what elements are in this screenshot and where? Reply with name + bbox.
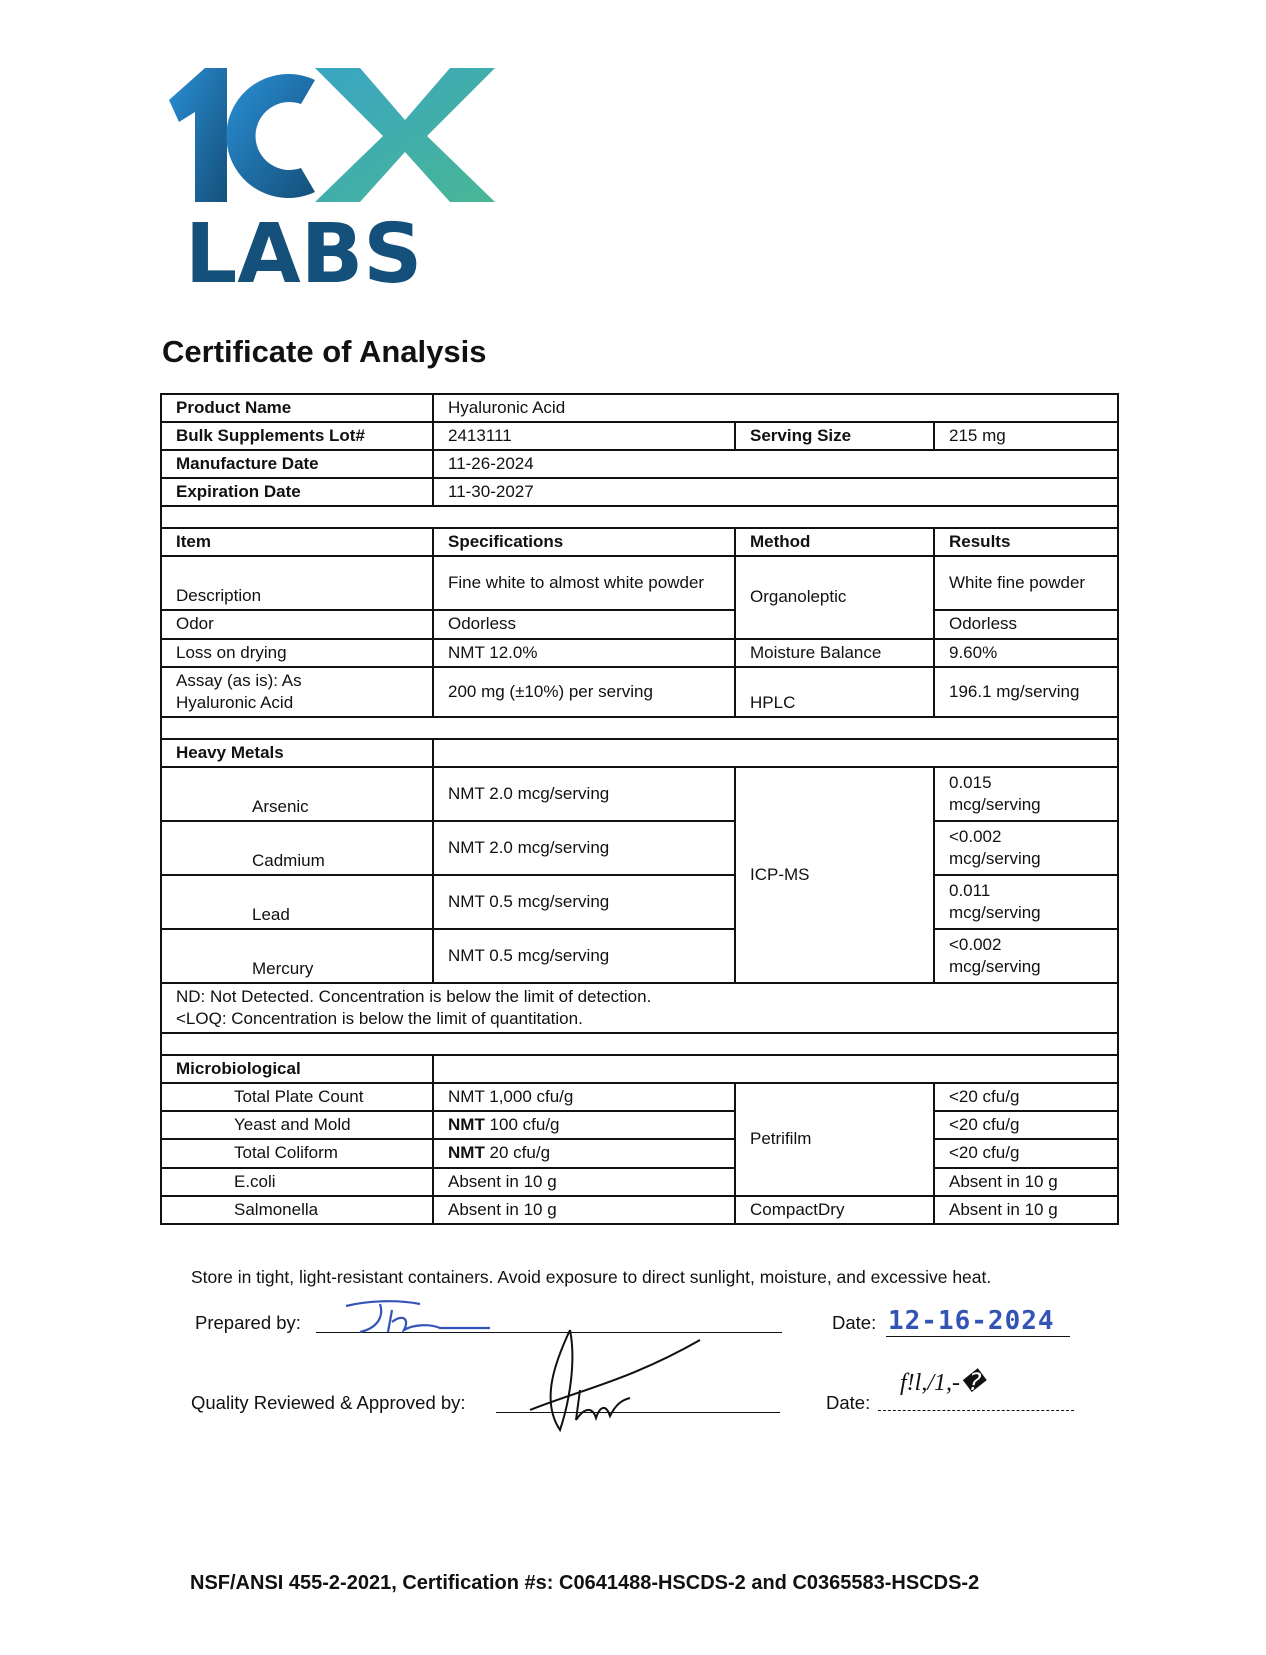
organoleptic-method: Organoleptic <box>735 556 934 638</box>
lot-value: 2413111 <box>433 422 735 450</box>
lod-item: Loss on drying <box>161 639 433 667</box>
description-spec: Fine white to almost white powder <box>433 556 735 610</box>
heavy-metals-header-empty <box>433 739 1118 767</box>
manufacture-date-value: 11-26-2024 <box>433 450 1118 478</box>
salmonella-spec-text: Absent in 10 g <box>448 1199 557 1219</box>
manufacture-date-label: Manufacture Date <box>161 450 433 478</box>
expiration-date-label: Expiration Date <box>161 478 433 506</box>
header-method: Method <box>735 528 934 556</box>
prepared-date-line <box>886 1336 1070 1337</box>
cadmium-spec: NMT 2.0 mcg/serving <box>433 821 735 875</box>
coa-table <box>160 393 1119 1225</box>
lead-spec: NMT 0.5 mcg/serving <box>433 875 735 929</box>
assay-spec: 200 mg (±10%) per serving <box>433 667 735 717</box>
lot-label: Bulk Supplements Lot# <box>161 422 433 450</box>
loq-note: <LOQ: Concentration is below the limit of quantitation. <box>176 1009 583 1029</box>
serving-size-label: Serving Size <box>735 422 934 450</box>
serving-size-value: 215 mg <box>934 422 1118 450</box>
logo-labs-text: LABS <box>185 207 423 300</box>
cadmium-result <box>934 821 1118 875</box>
salmonella-spec <box>433 1196 735 1224</box>
page-title: Certificate of Analysis <box>162 334 487 369</box>
assay-result: 196.1 mg/serving <box>934 667 1118 717</box>
description-item: Description <box>161 556 433 610</box>
petrifilm-method: Petrifilm <box>735 1083 934 1195</box>
expiration-date-value: 11-30-2027 <box>433 478 1118 506</box>
header-results: Results <box>934 528 1118 556</box>
product-name-label: Product Name <box>161 394 433 422</box>
cadmium-result-value: <0.002 <box>949 826 1002 846</box>
assay-item <box>161 667 433 717</box>
tpc-spec <box>433 1083 735 1111</box>
product-name-value: Hyaluronic Acid <box>433 394 1118 422</box>
coliform-spec <box>433 1139 735 1167</box>
tpc-spec-text: NMT 1,000 cfu/g <box>448 1087 574 1107</box>
approved-signature <box>500 1320 710 1440</box>
ecoli-item: E.coli <box>161 1168 433 1196</box>
mercury-result-value: <0.002 <box>949 934 1002 954</box>
compactdry-method: CompactDry <box>735 1196 934 1224</box>
spacer-row <box>161 1033 1118 1055</box>
spacer-row <box>161 506 1118 528</box>
odor-item: Odor <box>161 610 433 638</box>
nd-note: ND: Not Detected. Concentration is below the limit of detection. <box>176 986 652 1006</box>
lead-result-unit: mcg/serving <box>949 902 1041 922</box>
tpc-result: <20 cfu/g <box>934 1083 1118 1111</box>
odor-spec: Odorless <box>433 610 735 638</box>
lod-spec: NMT 12.0% <box>433 639 735 667</box>
assay-item-line2: Hyaluronic Acid <box>176 692 294 712</box>
certification-footer: NSF/ANSI 455-2-2021, Certification #s: C0641488-HSCDS-2 and C0365583-HSCDS-2 <box>190 1572 980 1594</box>
detection-note <box>161 983 1118 1033</box>
cadmium-result-unit: mcg/serving <box>949 848 1041 868</box>
header-item: Item <box>161 528 433 556</box>
heavy-metals-header: Heavy Metals <box>161 739 433 767</box>
mercury-result <box>934 929 1118 983</box>
lead-result <box>934 875 1118 929</box>
assay-method: HPLC <box>735 667 934 717</box>
lead-item: Lead <box>161 875 433 929</box>
coliform-spec-text: 20 cfu/g <box>484 1143 551 1163</box>
yeast-mold-item: Yeast and Mold <box>161 1111 433 1139</box>
approved-date-line <box>878 1410 1074 1411</box>
approved-date-value: f!l,/1,-� <box>900 1370 985 1396</box>
prepared-signature <box>340 1296 500 1340</box>
assay-item-line1: Assay (as is): As <box>176 670 302 690</box>
yeast-mold-spec-text: 100 cfu/g <box>484 1115 560 1135</box>
arsenic-result-value: 0.015 <box>949 772 992 792</box>
yeast-mold-spec-bold: NMT <box>448 1115 485 1135</box>
lead-result-value: 0.011 <box>949 880 991 900</box>
yeast-mold-result: <20 cfu/g <box>934 1111 1118 1139</box>
prepared-by-label: Prepared by: <box>195 1312 301 1333</box>
arsenic-item: Arsenic <box>161 767 433 821</box>
ecoli-spec <box>433 1168 735 1196</box>
lod-result: 9.60% <box>934 639 1118 667</box>
tpc-item: Total Plate Count <box>161 1083 433 1111</box>
salmonella-item: Salmonella <box>161 1196 433 1224</box>
storage-note: Store in tight, light-resistant containers. Avoid exposure to direct sunlight, moisture, and excessive heat. <box>191 1267 992 1287</box>
spacer-row <box>161 717 1118 739</box>
arsenic-result-unit: mcg/serving <box>949 794 1041 814</box>
prepared-date-value: 12-16-2024 <box>888 1306 1055 1336</box>
coliform-result: <20 cfu/g <box>934 1139 1118 1167</box>
coliform-item: Total Coliform <box>161 1139 433 1167</box>
coliform-spec-bold: NMT <box>448 1143 485 1163</box>
ecoli-spec-text: Absent in 10 g <box>448 1171 557 1191</box>
ecoli-result: Absent in 10 g <box>934 1168 1118 1196</box>
yeast-mold-spec <box>433 1111 735 1139</box>
micro-header: Microbiological <box>161 1055 433 1083</box>
arsenic-spec: NMT 2.0 mcg/serving <box>433 767 735 821</box>
approved-by-label: Quality Reviewed & Approved by: <box>191 1392 466 1413</box>
mercury-spec: NMT 0.5 mcg/serving <box>433 929 735 983</box>
prepared-date-label: Date: <box>832 1312 877 1333</box>
company-logo <box>165 60 505 300</box>
arsenic-result <box>934 767 1118 821</box>
salmonella-result: Absent in 10 g <box>934 1196 1118 1224</box>
icpms-method: ICP-MS <box>735 767 934 983</box>
mercury-item: Mercury <box>161 929 433 983</box>
header-spec: Specifications <box>433 528 735 556</box>
mercury-result-unit: mcg/serving <box>949 956 1041 976</box>
micro-header-empty <box>433 1055 1118 1083</box>
description-result: White fine powder <box>934 556 1118 610</box>
odor-result: Odorless <box>934 610 1118 638</box>
lod-method: Moisture Balance <box>735 639 934 667</box>
cadmium-item: Cadmium <box>161 821 433 875</box>
approved-date-label: Date: <box>826 1392 871 1413</box>
